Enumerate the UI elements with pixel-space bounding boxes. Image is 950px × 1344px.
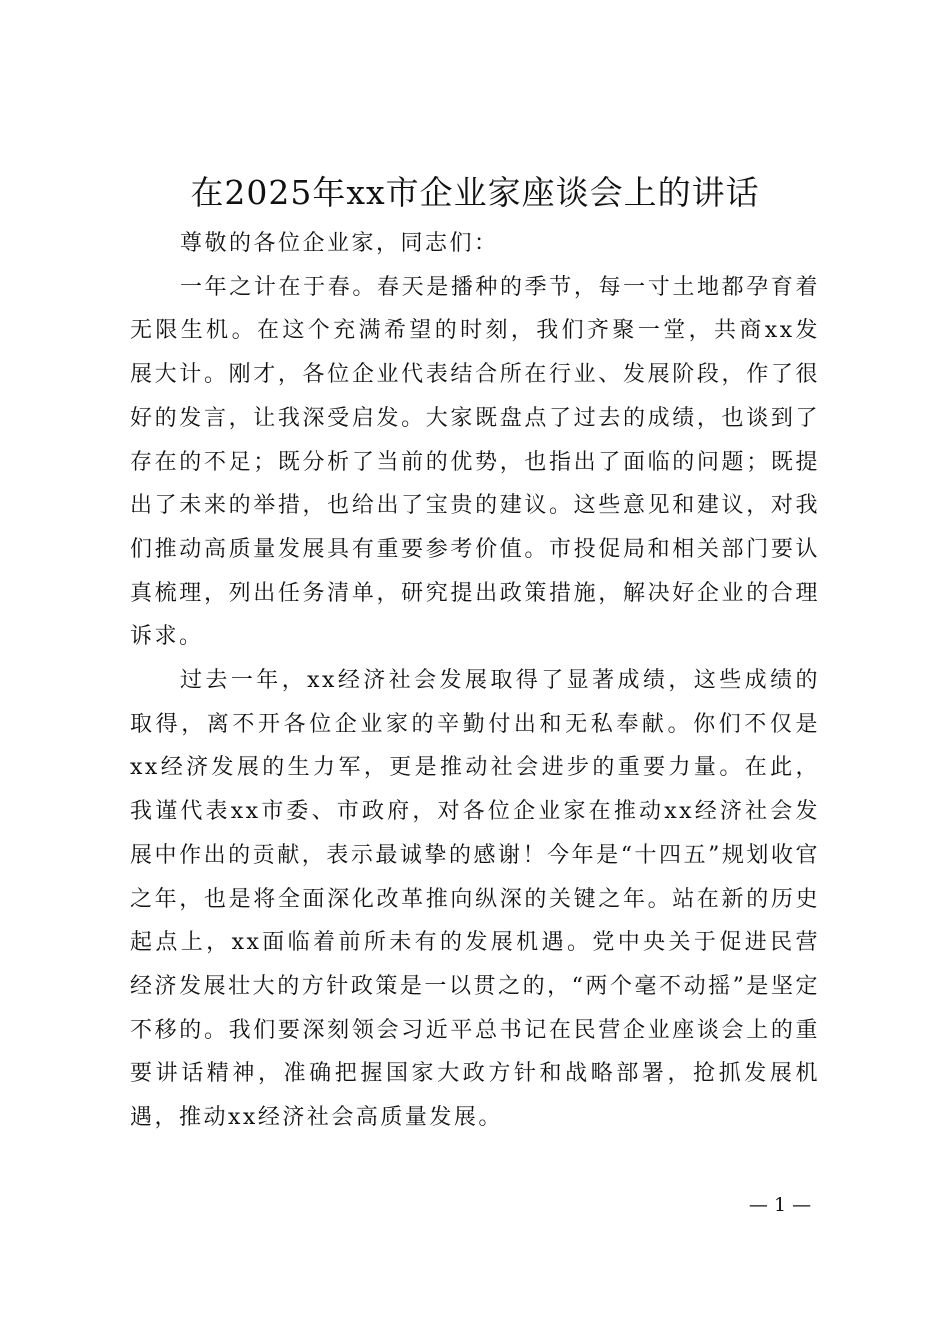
paragraph-1: 一年之计在于春。春天是播种的季节，每一寸土地都孕育着无限生机。在这个充满希望的时刻，我们齐聚一堂，共商xx发展大计。刚才，各位企业代表结合所在行业、发展阶段，作了很好的发言，让我深受启发。大家既盘点了过去的成绩，也谈到了存在的不足；既分析了当前的优势，也指出了面临的问题；既提出了未来的举措，也给出了宝贵的建议。这些意见和建议，对我们推动高质量发展具有重要参考价值。市投促局和相关部门要认真梳理，列出任务清单，研究提出政策措施，解决好企业的合理诉求。 [130,274,820,650]
page-number: — 1 — [748,1194,812,1216]
document-body [130,222,820,1140]
document-title: 在2025年xx市企业家座谈会上的讲话 [190,173,760,212]
paragraph-2: 过去一年，xx经济社会发展取得了显著成绩，这些成绩的取得，离不开各位企业家的辛勤付出和无私奉献。你们不仅是xx经济发展的生力军，更是推动社会进步的重要力量。在此，我谨代表xx市委、市政府，对各位企业家在推动xx经济社会发展中作出的贡献，表示最诚挚的感谢！今年是“十四五”规划收官之年，也是将全面深化改革推向纵深的关键之年。站在新的历史起点上，xx面临着前所未有的发展机遇。党中央关于促进民营经济发展壮大的方针政策是一以贯之的，“两个毫不动摇”是坚定不移的。我们要深刻领会习近平总书记在民营企业座谈会上的重要讲话精神，准确把握国家大政方针和战略部署，抢抓发展机遇，推动xx经济社会高质量发展。 [130,668,820,1131]
greeting: 尊敬的各位企业家，同志们： [180,231,499,256]
